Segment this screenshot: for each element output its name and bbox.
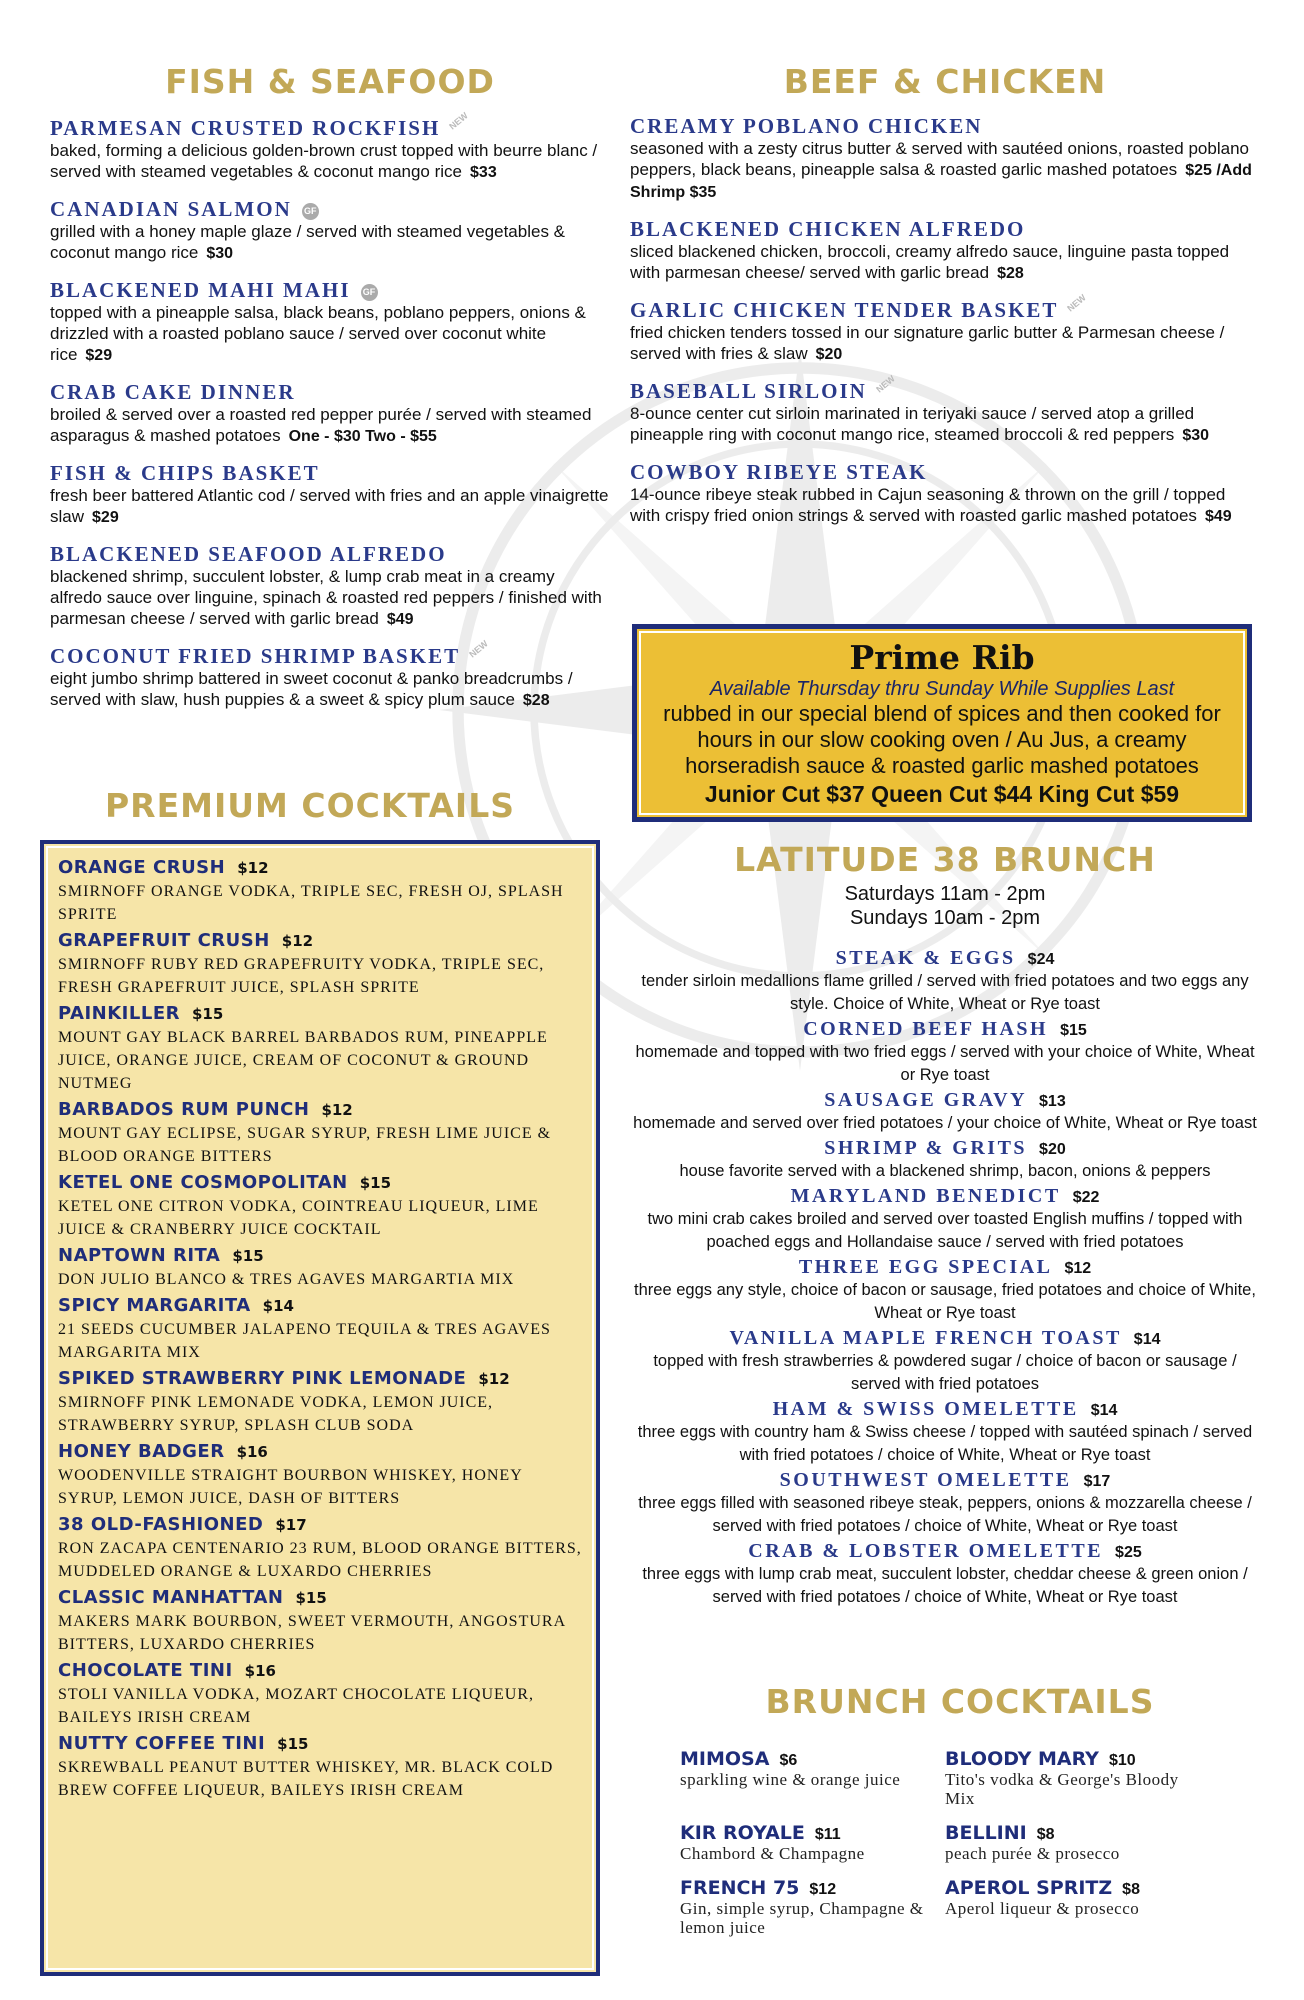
cocktail-item: [58, 1171, 582, 1241]
cocktail-ingredients: MAKERS MARK BOURBON, SWEET VERMOUTH, ANGOSTURA BITTERS, LUXARDO CHERRIES: [58, 1613, 566, 1653]
cocktail-header: [58, 929, 582, 953]
cocktail-ingredients: SMIRNOFF RUBY RED GRAPEFRUITY VODKA, TRIPLE SEC, FRESH GRAPEFRUIT JUICE, SPLASH SPRITE: [58, 956, 545, 996]
brunch-item-price: $24: [1027, 951, 1055, 968]
fish-seafood-section: [50, 60, 610, 725]
menu-item-description: [50, 221, 610, 264]
brunch-item: [630, 1255, 1260, 1325]
brunch-item-price: $20: [1039, 1141, 1066, 1158]
menu-item-price: $30: [206, 245, 234, 262]
menu-item-name: COWBOY RIBEYE STEAK: [630, 460, 928, 484]
menu-item: [630, 217, 1260, 284]
menu-item-description-text: baked, forming a delicious golden-brown crust topped with beurre blanc / served with steamed vegetables & coconut mango rice: [50, 141, 598, 181]
brunch-cocktail-name: KIR ROYALE: [680, 1822, 805, 1844]
brunch-item: [630, 1326, 1260, 1396]
brunch-section: [630, 838, 1260, 1610]
beef-chicken-title: BEEF & CHICKEN: [783, 62, 1107, 101]
brunch-item-description: three eggs filled with seasoned ribeye steak, peppers, onions & mozzarella cheese / served with fried potatoes / choice of White, Wheat or Rye toast: [638, 1494, 1252, 1535]
brunch-item-header: [630, 1539, 1260, 1563]
brunch-cocktail-item: [945, 1748, 1210, 1808]
menu-item: [630, 292, 1260, 365]
menu-item-description-text: seasoned with a zesty citrus butter & served with sautéed onions, roasted poblano peppers, black beans, pineapple salsa & roasted garlic mashed potatoes: [630, 139, 1249, 179]
prime-rib-title: Prime Rib: [849, 638, 1035, 677]
menu-item-price: $49: [1204, 508, 1232, 525]
brunch-item-description: homemade and served over fried potatoes / your choice of White, Wheat or Rye toast: [633, 1114, 1257, 1132]
brunch-item: [630, 1184, 1260, 1254]
cocktail-item: [58, 1659, 582, 1729]
menu-item-description-text: 14-ounce ribeye steak rubbed in Cajun seasoning & thrown on the grill / topped with crispy fried onion strings & served with roasted garlic mashed potatoes: [630, 485, 1226, 525]
brunch-cocktail-item: [680, 1748, 945, 1808]
brunch-item-header: [630, 1468, 1260, 1492]
brunch-item-name: CORNED BEEF HASH: [803, 1018, 1049, 1040]
brunch-item: [630, 1136, 1260, 1183]
cocktail-header: [58, 1244, 582, 1268]
cocktail-name: CLASSIC MANHATTAN: [58, 1587, 284, 1608]
brunch-item-name: THREE EGG SPECIAL: [798, 1256, 1053, 1278]
brunch-cocktail-name: BELLINI: [945, 1822, 1027, 1844]
cocktail-item: [58, 1367, 582, 1437]
new-badge: NEW: [447, 110, 471, 132]
cocktail-ingredients: SMIRNOFF ORANGE VODKA, TRIPLE SEC, FRESH OJ, SPLASH SPRITE: [58, 883, 564, 923]
menu-item-price: $20: [815, 346, 843, 363]
brunch-cocktail-price: $8: [1122, 1881, 1140, 1898]
brunch-item-description: three eggs with country ham & Swiss cheese / topped with sautéed spinach / served with fried potatoes / choice of White, Wheat or Rye toast: [637, 1423, 1253, 1464]
brunch-item-price: $22: [1072, 1189, 1100, 1206]
brunch-cocktail-price: $8: [1036, 1826, 1055, 1843]
menu-item-price: $33: [470, 164, 497, 181]
brunch-item-header: [630, 1017, 1260, 1041]
cocktail-header: [58, 1002, 582, 1026]
menu-item-name: CANADIAN SALMON: [50, 197, 292, 221]
brunch-hours-saturday: Saturdays 11am - 2pm: [844, 883, 1046, 905]
menu-item-description: [630, 241, 1260, 284]
prime-rib-availability: Available Thursday thru Sunday While Supplies Last: [709, 678, 1175, 700]
cocktail-item: [58, 1294, 582, 1364]
cocktail-name: PAINKILLER: [58, 1003, 180, 1024]
menu-item: [630, 373, 1260, 446]
cocktail-name: HONEY BADGER: [58, 1441, 225, 1462]
cocktail-name: BARBADOS RUM PUNCH: [58, 1099, 310, 1120]
menu-item-description-text: blackened shrimp, succulent lobster, & lump crab meat in a creamy alfredo sauce over linguine, spinach & roasted red peppers / finished with parmesan cheese / served with garlic bread: [50, 567, 602, 628]
brunch-item-description: three eggs with lump crab meat, succulent lobster, cheddar cheese & green onion / served with fried potatoes / choice of White, Wheat or Rye toast: [642, 1565, 1248, 1606]
cocktail-header: [58, 1367, 582, 1391]
premium-cocktails-title: PREMIUM COCKTAILS: [104, 786, 515, 825]
brunch-cocktail-price: $6: [779, 1752, 798, 1769]
brunch-cocktails-list: [680, 1748, 1240, 1937]
brunch-item: [630, 1539, 1260, 1609]
cocktail-item: [58, 1002, 582, 1095]
brunch-title: LATITUDE 38 BRUNCH: [734, 840, 1156, 879]
cocktail-item: [58, 1513, 582, 1583]
prime-rib-prices: Junior Cut $37 Queen Cut $44 King Cut $59: [704, 781, 1180, 807]
brunch-cocktail-description: Gin, simple syrup, Champagne & lemon juice: [680, 1899, 924, 1937]
brunch-item: [630, 1017, 1260, 1087]
brunch-cocktail-item: [680, 1822, 945, 1863]
cocktail-header: [58, 1294, 582, 1318]
cocktail-item: [58, 1244, 582, 1291]
brunch-item: [630, 1397, 1260, 1467]
menu-item-price: $49: [386, 611, 414, 628]
cocktail-price: $16: [236, 1443, 268, 1461]
cocktail-ingredients: SMIRNOFF PINK LEMONADE VODKA, LEMON JUICE, STRAWBERRY SYRUP, SPLASH CLUB SODA: [58, 1394, 494, 1434]
cocktail-ingredients: RON ZACAPA CENTENARIO 23 RUM, BLOOD ORANGE BITTERS, MUDDELED ORANGE & LUXARDO CHERRIES: [58, 1540, 582, 1580]
brunch-item-description: topped with fresh strawberries & powdered sugar / choice of bacon or sausage / served with fried potatoes: [653, 1352, 1237, 1393]
menu-item: [50, 461, 610, 528]
brunch-item-price: $14: [1133, 1331, 1161, 1348]
fish-list: [50, 110, 610, 711]
cocktail-ingredients: WOODENVILLE STRAIGHT BOURBON WHISKEY, HONEY SYRUP, LEMON JUICE, DASH OF BITTERS: [58, 1467, 523, 1507]
menu-item-description: [630, 484, 1260, 527]
brunch-item-header: [630, 1088, 1260, 1112]
cocktail-price: $16: [244, 1662, 276, 1680]
prime-rib-box: [632, 624, 1252, 822]
brunch-cocktail-header: [680, 1877, 945, 1899]
brunch-item-header: [630, 1326, 1260, 1350]
brunch-cocktail-header: [945, 1877, 1210, 1899]
brunch-cocktails-section: [680, 1680, 1240, 1937]
menu-item-price: $29: [92, 509, 119, 526]
menu-item-description-text: 8-ounce center cut sirloin marinated in teriyaki sauce / served atop a grilled pineapple ring with coconut mango rice, steamed broccoli & red peppers: [630, 404, 1195, 444]
cocktail-name: NAPTOWN RITA: [58, 1245, 221, 1266]
brunch-item-price: $17: [1083, 1473, 1111, 1490]
brunch-cocktails-title: BRUNCH COCKTAILS: [765, 1682, 1155, 1721]
brunch-item-description: tender sirloin medallions flame grilled / served with fried potatoes and two eggs any style. Choice of White, Wheat or Rye toast: [641, 972, 1249, 1013]
brunch-cocktail-header: [680, 1822, 945, 1844]
brunch-item-description: house favorite served with a blackened shrimp, bacon, onions & peppers: [679, 1162, 1211, 1180]
new-badge: NEW: [1065, 292, 1089, 314]
brunch-item: [630, 1088, 1260, 1135]
menu-item-price: $28: [522, 692, 550, 709]
prime-rib-description: rubbed in our special blend of spices and then cooked for hours in our slow cooking oven / Au Jus, a creamy horseradish sauce & roasted garlic mashed potatoes: [663, 701, 1221, 778]
new-badge: NEW: [874, 373, 897, 395]
brunch-cocktail-description: sparkling wine & orange juice: [680, 1770, 901, 1789]
menu-item-description: [50, 140, 610, 183]
brunch-list: [630, 946, 1260, 1609]
brunch-item-header: [630, 1397, 1260, 1421]
cocktail-ingredients: STOLI VANILLA VODKA, MOZART CHOCOLATE LIQUEUR, BAILEYS IRISH CREAM: [58, 1686, 535, 1726]
cocktail-ingredients: SKREWBALL PEANUT BUTTER WHISKEY, MR. BLACK COLD BREW COFFEE LIQUEUR, BAILEYS IRISH CREAM: [58, 1759, 554, 1799]
brunch-cocktail-item: [945, 1877, 1210, 1937]
cocktail-ingredients: DON JULIO BLANCO & TRES AGAVES MARGARTIA MIX: [58, 1271, 515, 1288]
menu-item-name: GARLIC CHICKEN TENDER BASKET: [630, 298, 1059, 322]
brunch-cocktail-name: FRENCH 75: [680, 1877, 800, 1899]
cocktail-price: $12: [281, 932, 314, 950]
brunch-item-header: [630, 946, 1260, 970]
menu-item-price: One - $30 Two - $55: [288, 428, 437, 445]
menu-item: [630, 460, 1260, 527]
brunch-item-price: $12: [1064, 1260, 1092, 1277]
menu-item: [50, 278, 610, 366]
cocktail-name: CHOCOLATE TINI: [58, 1660, 233, 1681]
menu-item-description: [630, 322, 1260, 365]
menu-item-description: [630, 403, 1260, 446]
cocktail-name: SPIKED STRAWBERRY PINK LEMONADE: [58, 1368, 467, 1389]
cocktail-header: [58, 1098, 582, 1122]
cocktail-name: SPICY MARGARITA: [58, 1295, 251, 1316]
menu-item: [630, 114, 1260, 203]
cocktail-item: [58, 1098, 582, 1168]
cocktail-header: [58, 1659, 582, 1683]
cocktail-name: ORANGE CRUSH: [58, 857, 226, 878]
cocktail-ingredients: MOUNT GAY BLACK BARREL BARBADOS RUM, PINEAPPLE JUICE, ORANGE JUICE, CREAM OF COCONUT & GROUND NUTMEG: [58, 1029, 548, 1092]
brunch-hours-sunday: Sundays 10am - 2pm: [849, 907, 1041, 929]
cocktail-price: $17: [275, 1516, 307, 1534]
brunch-cocktail-price: $12: [809, 1881, 837, 1898]
brunch-cocktail-item: [680, 1877, 945, 1937]
beef-list: [630, 114, 1260, 527]
brunch-item-name: SAUSAGE GRAVY: [824, 1089, 1028, 1111]
menu-item-description: [50, 668, 610, 711]
brunch-item-description: three eggs any style, choice of bacon or sausage, fried potatoes and choice of White, Wheat or Rye toast: [634, 1281, 1256, 1322]
cocktail-list: [58, 856, 582, 1802]
brunch-cocktail-price: $10: [1108, 1752, 1136, 1769]
beef-chicken-section: [630, 60, 1260, 541]
fish-seafood-title: FISH & SEAFOOD: [165, 62, 495, 101]
new-badge: NEW: [467, 638, 490, 660]
cocktail-header: [58, 1513, 582, 1537]
menu-item-description: [50, 566, 610, 630]
menu-item-name: PARMESAN CRUSTED ROCKFISH: [50, 116, 441, 140]
cocktail-name: KETEL ONE COSMOPOLITAN: [58, 1172, 348, 1193]
gluten-free-badge: GF: [361, 284, 378, 301]
cocktail-item: [58, 929, 582, 999]
cocktail-name: GRAPEFRUIT CRUSH: [58, 930, 270, 951]
menu-item-price: $30: [1182, 427, 1210, 444]
menu-item-price: $25 /Add Shrimp $35: [630, 162, 1252, 201]
cocktail-item: [58, 1732, 582, 1802]
menu-item-name: FISH & CHIPS BASKET: [50, 461, 320, 485]
cocktail-price: $15: [295, 1589, 327, 1607]
cocktail-price: $15: [277, 1735, 309, 1753]
brunch-cocktail-header: [680, 1748, 945, 1770]
brunch-item-price: $14: [1090, 1402, 1118, 1419]
brunch-item-description: two mini crab cakes broiled and served over toasted English muffins / topped with poached eggs and Hollandaise sauce / served with fried potatoes: [647, 1210, 1243, 1251]
brunch-cocktail-price: $11: [814, 1826, 841, 1843]
brunch-item-name: VANILLA MAPLE FRENCH TOAST: [729, 1327, 1122, 1349]
menu-item: [50, 380, 610, 447]
brunch-cocktail-item: [945, 1822, 1210, 1863]
menu-item-description: [50, 485, 610, 528]
brunch-cocktail-description: Aperol liqueur & prosecco: [945, 1899, 1140, 1918]
brunch-item-name: HAM & SWISS OMELETTE: [772, 1398, 1079, 1420]
cocktail-item: [58, 1440, 582, 1510]
brunch-item: [630, 946, 1260, 1016]
cocktail-header: [58, 1171, 582, 1195]
cocktail-price: $12: [478, 1370, 510, 1388]
menu-item-description-text: fresh beer battered Atlantic cod / served with fries and an apple vinaigrette slaw: [50, 486, 609, 526]
menu-item-price: $29: [85, 347, 113, 364]
brunch-item-name: SOUTHWEST OMELETTE: [779, 1469, 1072, 1491]
gluten-free-badge: GF: [302, 203, 319, 220]
menu-item-description-text: sliced blackened chicken, broccoli, creamy alfredo sauce, linguine pasta topped with parmesan cheese/ served with garlic bread: [630, 242, 1230, 282]
brunch-item-name: MARYLAND BENEDICT: [790, 1185, 1061, 1207]
brunch-cocktail-description: peach purée & prosecco: [945, 1844, 1120, 1863]
brunch-cocktail-name: MIMOSA: [680, 1748, 770, 1770]
brunch-item-name: CRAB & LOBSTER OMELETTE: [748, 1540, 1104, 1562]
brunch-cocktail-header: [945, 1748, 1210, 1770]
menu-item-name: BLACKENED CHICKEN ALFREDO: [630, 217, 1026, 241]
menu-item-description: [630, 138, 1260, 203]
cocktail-ingredients: KETEL ONE CITRON VODKA, COINTREAU LIQUEUR, LIME JUICE & CRANBERRY JUICE COCKTAIL: [58, 1198, 539, 1238]
menu-item-description-text: eight jumbo shrimp battered in sweet coconut & panko breadcrumbs / served with slaw, hush puppies & a sweet & spicy plum sauce: [50, 669, 573, 709]
menu-item-description: [50, 404, 610, 447]
brunch-item-name: STEAK & EGGS: [835, 947, 1016, 969]
menu-item: [50, 542, 610, 630]
brunch-item-price: $15: [1060, 1022, 1087, 1039]
cocktail-price: $12: [321, 1101, 353, 1119]
cocktail-price: $12: [237, 859, 269, 877]
menu-item: [50, 197, 610, 264]
menu-item-name: COCONUT FRIED SHRIMP BASKET: [50, 644, 461, 668]
brunch-cocktail-name: BLOODY MARY: [945, 1748, 1099, 1770]
brunch-item-name: SHRIMP & GRITS: [824, 1137, 1028, 1159]
cocktail-ingredients: MOUNT GAY ECLIPSE, SUGAR SYRUP, FRESH LIME JUICE & BLOOD ORANGE BITTERS: [58, 1125, 552, 1165]
menu-item-name: CRAB CAKE DINNER: [50, 380, 296, 404]
cocktail-header: [58, 1440, 582, 1464]
cocktail-item: [58, 1586, 582, 1656]
cocktail-header: [58, 1586, 582, 1610]
cocktail-name: NUTTY COFFEE TINI: [58, 1733, 266, 1754]
cocktail-price: $15: [359, 1174, 392, 1192]
menu-item-name: BASEBALL SIRLOIN: [630, 379, 867, 403]
menu-item-description-text: broiled & served over a roasted red pepper purée / served with steamed asparagus & mashed potatoes: [50, 405, 592, 445]
premium-cocktails-box: [40, 840, 600, 1976]
menu-item-name: BLACKENED MAHI MAHI: [50, 278, 351, 302]
brunch-item: [630, 1468, 1260, 1538]
menu-item-description: [50, 302, 610, 366]
brunch-cocktail-description: Chambord & Champagne: [680, 1844, 865, 1863]
cocktail-item: [58, 856, 582, 926]
cocktail-name: 38 OLD-FASHIONED: [58, 1514, 264, 1535]
brunch-item-price: $13: [1039, 1093, 1066, 1110]
menu-item-description-text: fried chicken tenders tossed in our signature garlic butter & Parmesan cheese / served with fries & slaw: [630, 323, 1225, 363]
menu-item: [50, 110, 610, 183]
cocktail-header: [58, 856, 582, 880]
menu-item: [50, 638, 610, 711]
brunch-item-header: [630, 1136, 1260, 1160]
brunch-cocktail-header: [945, 1822, 1210, 1844]
menu-item-description-text: topped with a pineapple salsa, black beans, poblano peppers, onions & drizzled with a roasted poblano sauce / served over coconut white rice: [50, 303, 586, 364]
brunch-cocktail-description: Tito's vodka & George's Bloody Mix: [945, 1770, 1179, 1808]
cocktail-header: [58, 1732, 582, 1756]
menu-item-price: $28: [997, 265, 1024, 282]
brunch-item-header: [630, 1255, 1260, 1279]
brunch-item-description: homemade and topped with two fried eggs / served with your choice of White, Wheat or Rye toast: [635, 1043, 1255, 1084]
cocktail-price: $15: [191, 1005, 224, 1023]
menu-item-description-text: grilled with a honey maple glaze / served with steamed vegetables & coconut mango rice: [50, 222, 566, 262]
cocktail-price: $15: [232, 1247, 264, 1265]
brunch-cocktail-name: APEROL SPRITZ: [945, 1877, 1113, 1899]
brunch-item-price: $25: [1115, 1544, 1142, 1561]
menu-item-name: CREAMY POBLANO CHICKEN: [630, 114, 983, 138]
cocktail-price: $14: [262, 1297, 294, 1315]
cocktail-ingredients: 21 SEEDS CUCUMBER JALAPENO TEQUILA & TRES AGAVES MARGARITA MIX: [58, 1321, 551, 1361]
brunch-item-header: [630, 1184, 1260, 1208]
menu-item-name: BLACKENED SEAFOOD ALFREDO: [50, 542, 447, 566]
